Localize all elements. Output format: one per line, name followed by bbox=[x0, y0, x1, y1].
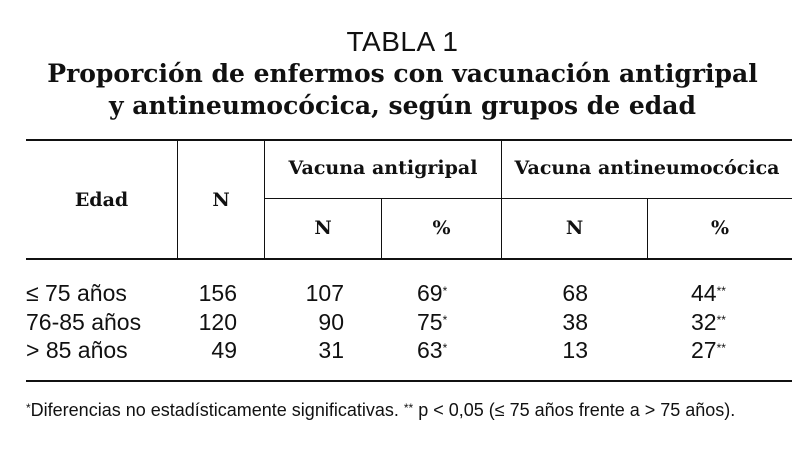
cell-edad: 76-85 años bbox=[26, 309, 142, 335]
cell-edad: > 85 años bbox=[26, 337, 128, 363]
subheader-antineumococica-pct: % bbox=[710, 217, 730, 239]
cell-edad: ≤ 75 años bbox=[26, 280, 127, 306]
cell-antigripal-n: 90 bbox=[318, 309, 344, 335]
cell-antineumococica-n: 68 bbox=[562, 280, 588, 306]
header-vacuna-antineumococica: Vacuna antineumocócica bbox=[514, 157, 780, 179]
subheader-antineumococica-n: N bbox=[565, 217, 584, 239]
cell-antigripal-pct: 69* bbox=[417, 280, 448, 306]
table-bottom-rule bbox=[26, 380, 792, 382]
cell-n: 49 bbox=[211, 337, 237, 363]
header-bottom-rule bbox=[26, 258, 792, 260]
top-rule bbox=[26, 139, 792, 141]
table-title bbox=[0, 58, 805, 122]
cell-antineumococica-pct: 32** bbox=[691, 309, 726, 335]
cell-antigripal-n: 31 bbox=[318, 337, 344, 363]
cell-antineumococica-n: 13 bbox=[562, 337, 588, 363]
cell-antineumococica-pct: 27** bbox=[691, 337, 726, 363]
header-edad: Edad bbox=[74, 189, 129, 211]
table-caption: TABLA 1 bbox=[346, 26, 459, 57]
subheader-antigripal-n: N bbox=[314, 217, 332, 239]
header-vacuna-antigripal: Vacuna antigripal bbox=[288, 157, 478, 179]
group-rule bbox=[264, 198, 792, 199]
cell-antigripal-pct: 75* bbox=[417, 309, 448, 335]
title-line-1: Proporción de enfermos con vacunación antigripal bbox=[47, 59, 758, 88]
table-footnote: *Diferencias no estadísticamente significativas. ** p < 0,05 (≤ 75 años frente a > 75 años). bbox=[26, 400, 736, 420]
cell-antigripal-pct: 63* bbox=[417, 337, 448, 363]
header-n: N bbox=[212, 189, 230, 211]
cell-antineumococica-pct: 44** bbox=[691, 280, 726, 306]
cell-antigripal-n: 107 bbox=[305, 280, 344, 306]
cell-n: 120 bbox=[198, 309, 237, 335]
cell-n: 156 bbox=[198, 280, 237, 306]
cell-antineumococica-n: 38 bbox=[562, 309, 588, 335]
title-line-2: y antineumocócica, según grupos de edad bbox=[109, 91, 696, 120]
subheader-antigripal-pct: % bbox=[432, 217, 451, 239]
